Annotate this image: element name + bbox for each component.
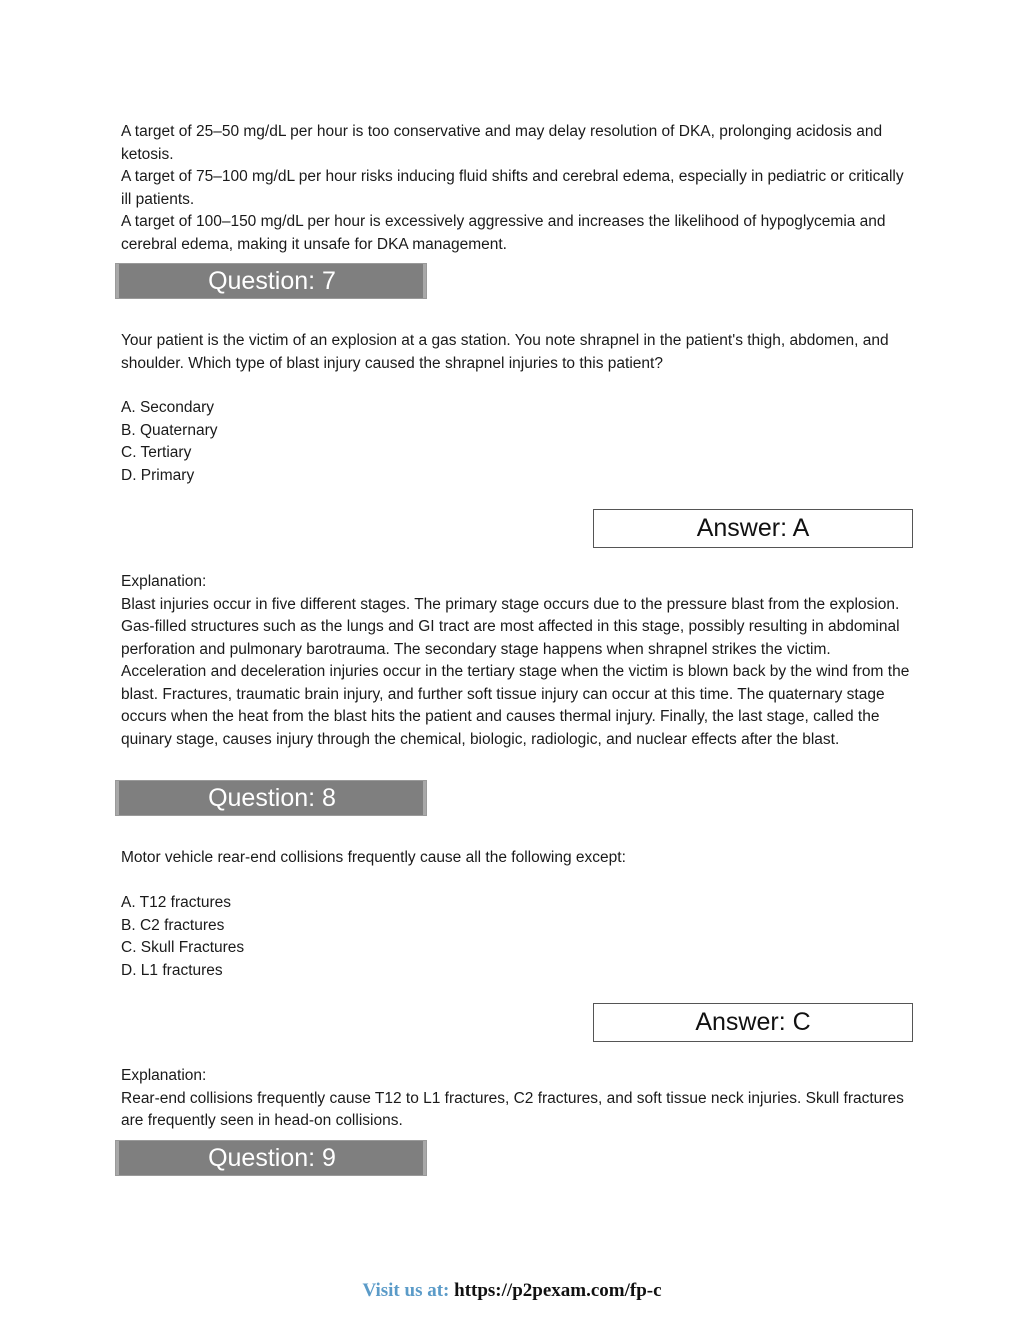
option-a: A. Secondary [121,399,215,416]
question-7-answer: Answer: A [593,509,913,548]
question-8-text [121,847,911,870]
question-8-prompt: Motor vehicle rear-end collisions frequently cause all the following except: [121,849,626,866]
option-a: A. T12 fractures [121,894,231,911]
question-7-prompt: Your patient is the victim of an explosion at a gas station. You note shrapnel in the patient's thigh, abdomen, and shoulder. Which type of blast injury caused the shrapnel injuries to this patient? [121,332,889,372]
option-c: C. Tertiary [121,444,192,461]
explanation-label: Explanation: [121,573,207,590]
footer-url-link[interactable]: https://p2pexam.com/fp-c [454,1280,662,1301]
question-8-header [115,780,427,816]
question-8-explanation [121,1065,911,1133]
question-8-title: Question: 8 [208,784,336,812]
question-9-title: Question: 9 [208,1144,336,1172]
question-7-options [121,397,911,487]
question-8-options [121,892,911,982]
intro-explanation [121,121,911,256]
explanation-text: Rear-end collisions frequently cause T12 to L1 fractures, C2 fractures, and soft tissue neck injuries. Skull fractures are frequently seen in head-on collisions. [121,1089,904,1129]
option-d: D. L1 fractures [121,961,223,979]
intro-line: A target of 75–100 mg/dL per hour risks inducing fluid shifts and cerebral edema, especially in pediatric or critically ill patients. [121,168,904,208]
question-7-explanation [121,571,911,751]
option-b: B. C2 fractures [121,916,225,934]
question-7-text [121,330,911,375]
explanation-label: Explanation: [121,1067,207,1084]
footer [0,1280,1024,1302]
option-c: C. Skull Fractures [121,939,245,956]
intro-line: A target of 25–50 mg/dL per hour is too conservative and may delay resolution of DKA, prolonging acidosis and ketosis. [121,123,883,163]
option-d: D. Primary [121,466,195,484]
question-7-title: Question: 7 [208,267,336,295]
question-8-answer: Answer: C [593,1003,913,1042]
option-b: B. Quaternary [121,421,218,439]
footer-label: Visit us at: [362,1280,450,1301]
intro-line: A target of 100–150 mg/dL per hour is excessively aggressive and increases the likelihood of hypoglycemia and cerebral edema, making it unsafe for DKA management. [121,213,886,253]
question-7-header [115,263,427,299]
question-9-header [115,1140,427,1176]
explanation-text: Blast injuries occur in five different stages. The primary stage occurs due to the pressure blast from the explosion. Gas-filled structures such as the lungs and GI tract are most affected in this stage, possibly resulting in abdominal perforation and pulmonary barotrauma. The secondary stage happens when shrapnel strikes the victim. Acceleration and deceleration injuries occur in the tertiary stage when the victim is blown back by the wind from the blast. Fractures, traumatic brain injury, and further soft tissue injury can occur at this time. The quaternary stage occurs when the heat from the blast hits the patient and causes thermal injury. Finally, the last stage, called the quinary stage, causes injury through the chemical, biologic, radiologic, and nuclear effects after the blast. [121,595,910,748]
